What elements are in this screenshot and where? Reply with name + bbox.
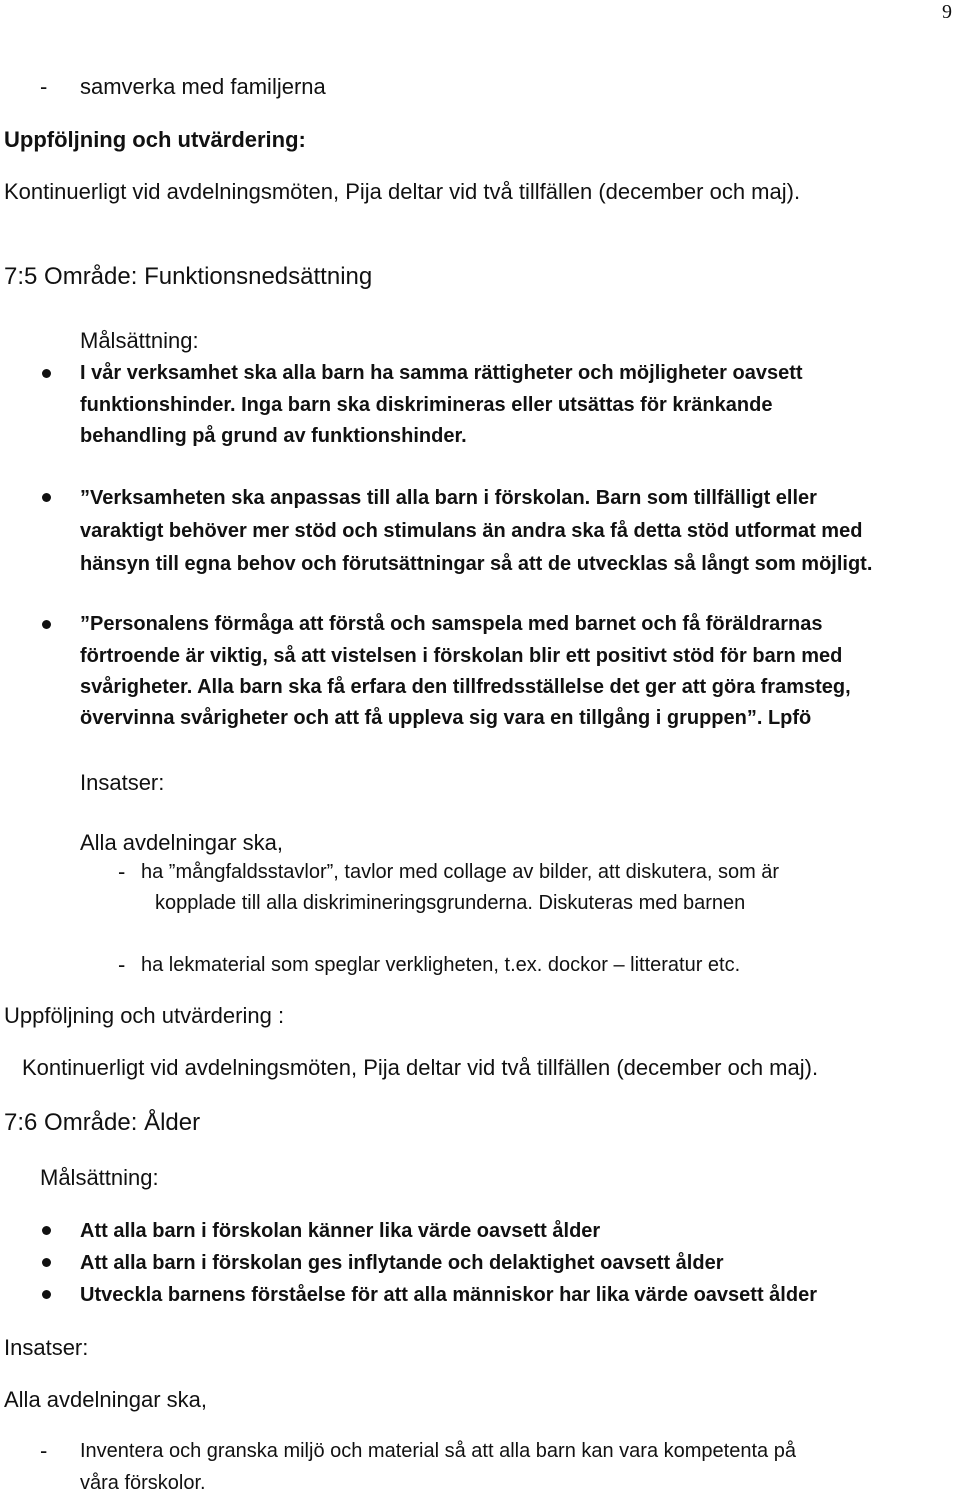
action-line: Inventera och granska miljö och material så att alla barn kan vara kompetenta på — [80, 1440, 796, 1462]
bullet-icon — [42, 369, 51, 378]
list-item: samverka med familjerna — [80, 74, 326, 99]
goal-line: ”Personalens förmåga att förstå och samspela med barnet och få föräldrarnas — [80, 613, 823, 635]
bullet-icon — [42, 620, 51, 629]
all-units-label: Alla avdelningar ska, — [80, 830, 284, 855]
actions-label: Insatser: — [4, 1335, 89, 1360]
goal-line: Att alla barn i förskolan ges inflytande och delaktighet oavsett ålder — [80, 1252, 724, 1274]
list-dash: - — [40, 74, 48, 99]
followup-heading: Uppföljning och utvärdering: — [4, 127, 306, 152]
goal-line: ”Verksamheten ska anpassas till alla barn i förskolan. Barn som tillfälligt eller — [80, 487, 817, 509]
goal-line: svårigheter. Alla barn ska få erfara den tillfredsställelse det ger att göra framsteg, — [80, 676, 851, 698]
followup-text: Kontinuerligt vid avdelningsmöten, Pija deltar vid två tillfällen (december och maj). — [4, 179, 801, 204]
action-line: ha ”mångfaldsstavlor”, tavlor med collage av bilder, att diskutera, som är — [141, 861, 780, 883]
page-number: 9 — [942, 1, 952, 23]
goal-line: I vår verksamhet ska alla barn ha samma rättigheter och möjligheter oavsett — [80, 362, 803, 384]
goal-line: hänsyn till egna behov och förutsättningar så att de utvecklas så långt som möjligt. — [80, 553, 873, 575]
bullet-icon — [42, 1226, 51, 1235]
list-dash: - — [118, 952, 126, 977]
goal-line: övervinna svårigheter och att få uppleva sig vara en tillgång i gruppen”. Lpfö — [80, 707, 812, 729]
action-line: ha lekmaterial som speglar verkligheten, t.ex. dockor – litteratur etc. — [141, 954, 741, 976]
goal-line: förtroende är viktig, så att vistelsen i förskolan blir ett positivt stöd för barn med — [80, 645, 843, 667]
action-line: kopplade till alla diskrimineringsgrunderna. Diskuteras med barnen — [155, 892, 746, 914]
actions-label: Insatser: — [80, 770, 165, 795]
bullet-icon — [42, 1290, 51, 1299]
goal-line: Att alla barn i förskolan känner lika värde oavsett ålder — [80, 1220, 601, 1242]
bullet-icon — [42, 493, 51, 502]
goal-line: varaktigt behöver mer stöd och stimulans än andra ska få detta stöd utformat med — [80, 520, 863, 542]
goal-label: Målsättning: — [80, 328, 199, 353]
all-units-label: Alla avdelningar ska, — [4, 1387, 208, 1412]
action-line: våra förskolor. — [80, 1472, 206, 1494]
bullet-icon — [42, 1258, 51, 1267]
goal-line: Utveckla barnens förståelse för att alla människor har lika värde oavsett ålder — [80, 1284, 817, 1306]
goal-line: funktionshinder. Inga barn ska diskrimineras eller utsättas för kränkande — [80, 394, 773, 416]
followup-heading: Uppföljning och utvärdering : — [4, 1003, 285, 1028]
followup-text: Kontinuerligt vid avdelningsmöten, Pija deltar vid två tillfällen (december och maj). — [22, 1055, 819, 1080]
section-title: 7:5 Område: Funktionsnedsättning — [4, 263, 373, 290]
list-dash: - — [118, 859, 126, 884]
goal-label: Målsättning: — [40, 1165, 159, 1190]
goal-line: behandling på grund av funktionshinder. — [80, 425, 467, 447]
section-title: 7:6 Område: Ålder — [4, 1109, 201, 1136]
list-dash: - — [40, 1438, 48, 1463]
